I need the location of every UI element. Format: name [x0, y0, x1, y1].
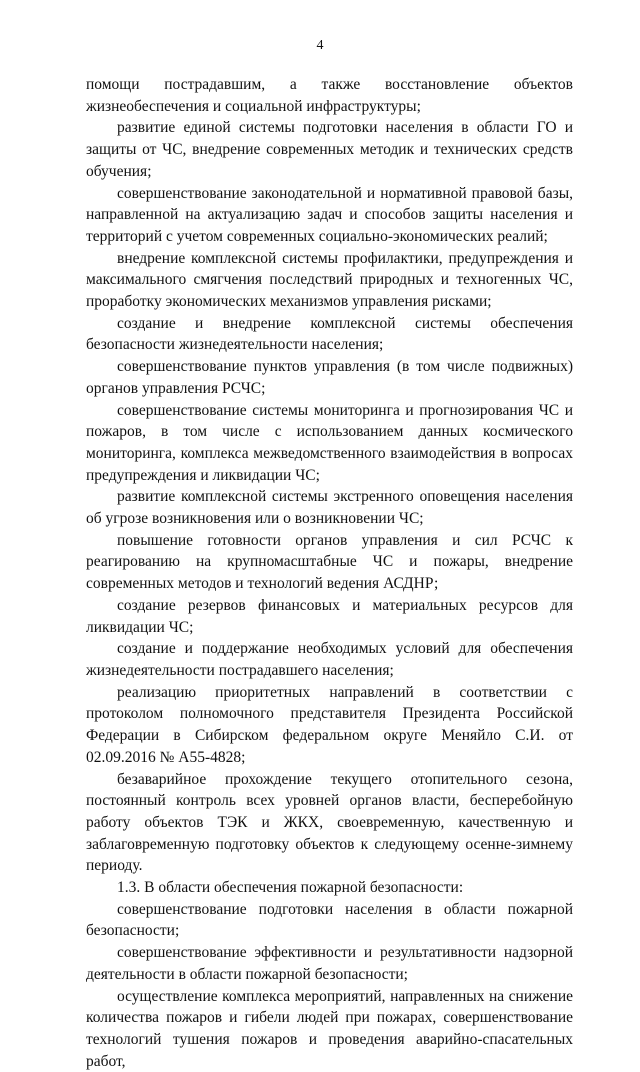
paragraph: безаварийное прохождение текущего отопительного сезона, постоянный контроль всех уровней органов власти, бесперебойную работу объектов ТЭК и ЖКХ, своевременную, качественную и заблаговременную подготовку объектов к следующему осенне-зимнему периоду. — [86, 770, 573, 875]
paragraph: совершенствование системы мониторинга и прогнозирования ЧС и пожаров, в том числе с использованием данных космического мониторинга, комплекса межведомственного взаимодействия в вопросах предупреждения и ликвидации ЧС; — [86, 401, 573, 484]
paragraph: создание резервов финансовых и материальных ресурсов для ликвидации ЧС; — [86, 596, 573, 636]
paragraph: совершенствование законодательной и нормативной правовой базы, направленной на актуализацию задач и способов защиты населения и территорий с учетом современных социально-экономических реалий; — [86, 184, 573, 245]
paragraph-continued: осуществление комплекса мероприятий, направленных на снижение количества пожаров и гибели людей при пожарах, совершенствование технологий тушения пожаров и проведения аварийно-спасательных работ, — [86, 987, 573, 1070]
paragraph: совершенствование пунктов управления (в том числе подвижных) органов управления РСЧС; — [86, 358, 573, 397]
page-number: 4 — [316, 38, 324, 53]
paragraph: внедрение комплексной системы профилактики, предупреждения и максимального смягчения последствий природных и техногенных ЧС, проработку экономических механизмов управления рисками; — [86, 249, 573, 311]
paragraph: совершенствование эффективности и результативности надзорной деятельности в области пожарной безопасности; — [86, 944, 573, 983]
section-heading: 1.3. В области обеспечения пожарной безопасности: — [117, 879, 464, 897]
paragraph: повышение готовности органов управления и сил РСЧС к реагированию на крупномасштабные ЧС и пожары, внедрение современных методов и технологий ведения АСДНР; — [86, 531, 573, 593]
paragraph: совершенствование подготовки населения в области пожарной безопасности; — [86, 900, 573, 940]
paragraph-continuation: помощи пострадавшим, а также восстановление объектов жизнеобеспечения и социальной инфраструктуры; — [86, 76, 573, 115]
paragraph: создание и поддержание необходимых условий для обеспечения жизнедеятельности пострадавшего населения; — [86, 640, 573, 679]
paragraph: развитие единой системы подготовки населения в области ГО и защиты от ЧС, внедрение современных методик и технических средств обучения; — [86, 119, 573, 180]
paragraph: развитие комплексной системы экстренного оповещения населения об угрозе возникновения или о возникновении ЧС; — [86, 488, 573, 528]
paragraph: реализацию приоритетных направлений в соответствии с протоколом полномочного представителя Президента Российской Федерации в Сибирском федеральном округе Меняйло С.И. от 02.09.2016 № А55-4828; — [86, 683, 573, 766]
paragraph: создание и внедрение комплексной системы обеспечения безопасности жизнедеятельности населения; — [86, 314, 573, 354]
document-body — [86, 74, 573, 1072]
